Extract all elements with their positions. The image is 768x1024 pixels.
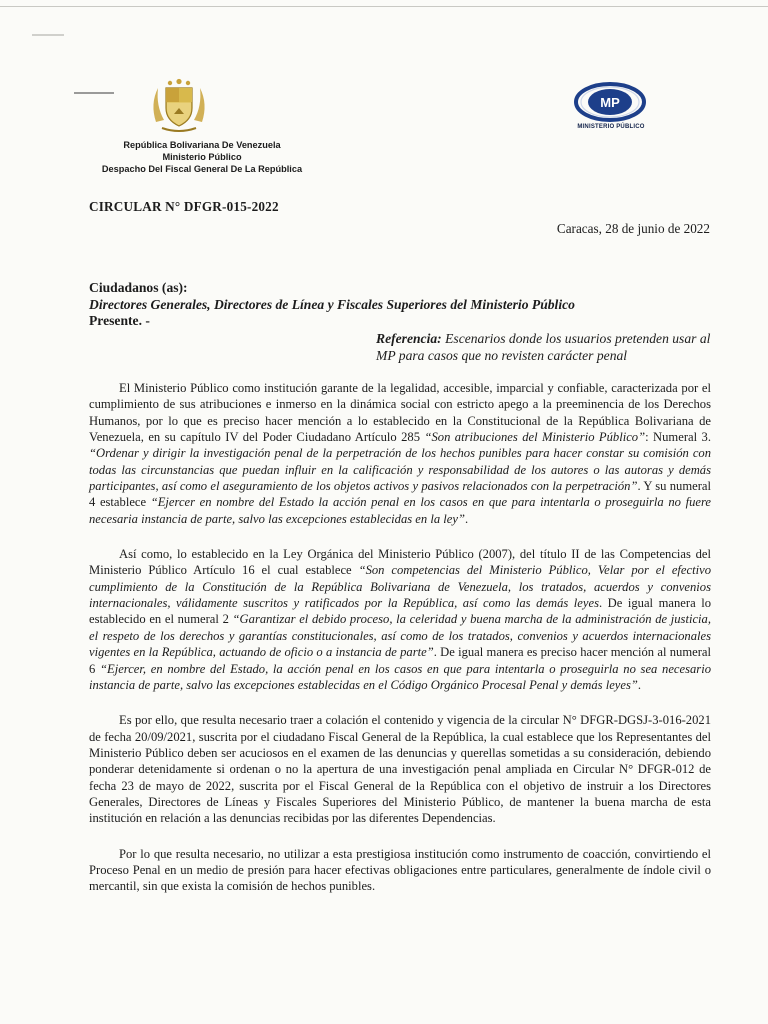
text-run: . [637, 677, 642, 692]
reference-label: Referencia: [376, 331, 442, 346]
circular-date: Caracas, 28 de junio de 2022 [556, 221, 710, 236]
quote-run: “Ejercer en nombre del Estado la acción penal en los casos en que para intentarla o proseguirla no fuere necesaria instancia de parte, salvo las excepciones establecidas en la ley” [89, 495, 711, 526]
recipients: Directores Generales, Directores de Línea y Fiscales Superiores del Ministerio Público [89, 296, 575, 312]
scan-mark [32, 34, 64, 36]
paragraph-3: Es por ello, que resulta necesario traer a colación el contenido y vigencia de la circular N° DFGR-DGSJ-3-016-2021 de fecha 20/09/2021, suscrita por el ciudadano Fiscal General de la República, la cual establece que los Representantes del Ministerio Público deben ser acuciosos en el examen de las denuncias y querellas sometidas a su consideración, debiendo ponderar detenidamente si ordenan o no la apertura de una investigación penal ampliada en Circular N° DFGR-012 de fecha 23 de mayo de 2022, suscrita por el Fiscal General de la República con el objetivo de instruir a los Directores Generales, Directores de Líneas y Fiscales Superiores del Ministerio Público, de mantener la buena marcha de esta institución en relación a las denuncias recibidas por las diferentes Dependencias. [89, 713, 711, 826]
quote-run: “Son atribuciones del Ministerio Público” [424, 430, 646, 445]
mp-letters: MP [600, 95, 620, 110]
institution-header [82, 139, 322, 175]
paragraph-4: Por lo que resulta necesario, no utilizar a esta prestigiosa institución como instrumento de coacción, convirtiendo el Proceso Penal en un medio de presión para hacer efectivas obligaciones entre particulares, generalmente de índole civil o mercantil, sin que exista la comisión de hechos punibles. [89, 846, 711, 894]
text-run: : Numeral 3. [645, 430, 711, 445]
scan-edge [0, 6, 768, 7]
text-run: . Y su numeral 4 establece [89, 479, 711, 510]
salutation: Ciudadanos (as): [89, 280, 188, 295]
text-run: El Ministerio Público como institución garante de la legalidad, accesible, imparcial y confiable, caracterizada por el cumplimiento de sus atribuciones e inmerso en la dinámica social con estricto apego a la preeminencia de los Derechos Humanos, por lo que es preciso hacer mención a lo establecido en la Constitucional de la República Bolivariana de Venezuela, en su capítulo IV del Poder Ciudadano Artículo 285 [89, 381, 711, 445]
paragraph-1 [89, 380, 711, 527]
reference-text: Escenarios donde los usuarios pretenden usar al MP para casos que no revisten carácter penal [376, 331, 711, 363]
circular-number: CIRCULAR N° DFGR-015-2022 [89, 199, 279, 214]
text-run: . [464, 511, 469, 526]
institution-line: Ministerio Público [162, 152, 242, 162]
logo-caption: MINISTERIO PÚBLICO [577, 124, 645, 130]
presente: Presente. - [89, 313, 150, 328]
institution-line: Despacho Del Fiscal General De La República [101, 164, 303, 174]
text-run: . De igual manera lo establecido en el numeral 2 [89, 596, 711, 627]
reference-block [376, 330, 726, 364]
quote-run: “Ejercer, en nombre del Estado, la acción penal en los casos en que para intentarla o proseguirla no sea necesario instancia de parte, salvo las excepciones establecidas en el Código Orgánico Procesal Penal y demás leyes” [89, 661, 711, 692]
institution-line: República Bolivariana De Venezuela [123, 140, 281, 150]
quote-run: “Son competencias del Ministerio Público, Velar por el efectivo cumplimiento de la Constitución de la República Bolivariana de Venezuela, los tratados, acuerdos y convenios internacionales, válidamente suscritos y ratificados por la República, así como las demás leyes [89, 563, 711, 611]
addressee-block [89, 280, 575, 330]
text-run: Así como, lo establecido en la Ley Orgánica del Ministerio Público (2007), del título II de las Competencias del Ministerio Público Artículo 16 el cual establece [89, 547, 711, 578]
coat-of-arms-icon [148, 78, 210, 134]
quote-run: “Garantizar el debido proceso, la celeridad y buena marcha de la administración de justicia, el respeto de los derechos y garantías constitucionales, así como de los tratados, convenios y acuerdos internacionales vigentes en la República, actuando de oficio o a instancia de parte” [89, 612, 711, 660]
text-run: . De igual manera es preciso hacer mención al numeral 6 [89, 645, 711, 676]
paragraph-2 [89, 546, 711, 693]
scan-mark [74, 92, 114, 94]
quote-run: “Ordenar y dirigir la investigación penal de la perpetración de los hechos punibles para hacer constar su comisión con todas las circunstancias que puedan influir en la calificación y responsabilidad de los autores o las autoras y demás participantes, así como el aseguramiento de los objetos activos y pasivos relacionados con la perpetración” [89, 446, 711, 494]
letter-body [89, 380, 711, 914]
